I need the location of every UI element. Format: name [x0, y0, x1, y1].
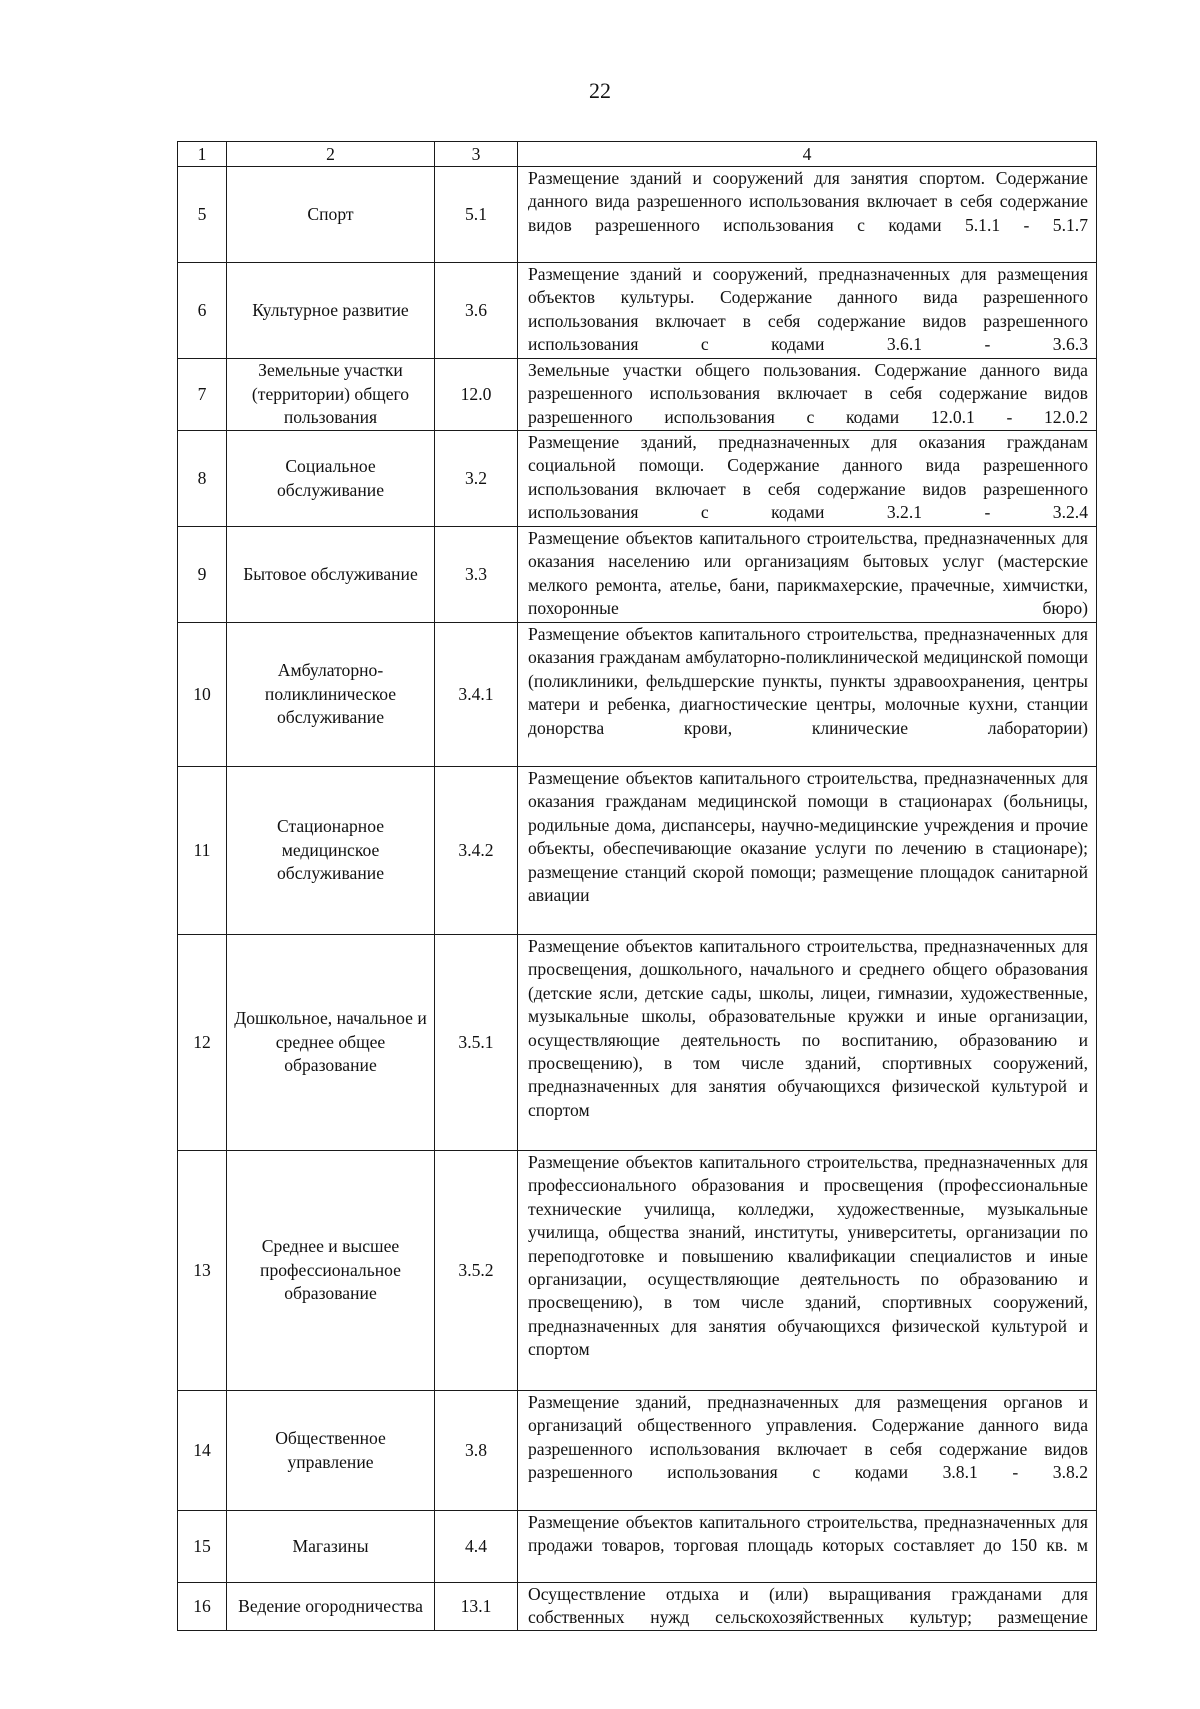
land-use-code: 3.5.1	[435, 935, 518, 1151]
land-use-code: 3.3	[435, 527, 518, 623]
land-use-description	[518, 1391, 1097, 1511]
land-use-description	[518, 935, 1097, 1151]
land-use-description	[518, 623, 1097, 767]
table-row	[178, 623, 1097, 767]
land-use-description	[518, 431, 1097, 527]
description-text: Осуществление отдыха и (или) выращивания гражданами для собственных нужд сельскохозяйственных культур; размещение	[528, 1584, 1088, 1628]
land-use-code: 5.1	[435, 167, 518, 263]
land-use-name: Социальное обслуживание	[227, 431, 435, 527]
table-row	[178, 1151, 1097, 1391]
land-use-name: Среднее и высшее профессиональное образование	[227, 1151, 435, 1391]
table-row	[178, 431, 1097, 527]
row-number: 13	[178, 1151, 227, 1391]
row-number: 16	[178, 1583, 227, 1631]
land-use-description	[518, 527, 1097, 623]
description-text: Размещение зданий, предназначенных для оказания гражданам социальной помощи. Содержание данного вида разрешенного использования включает в себя содержание видов разрешенного использования с кодами 3.2.1 - 3.2.4	[528, 432, 1088, 523]
table-row	[178, 1583, 1097, 1631]
row-number: 8	[178, 431, 227, 527]
description-text: Размещение объектов капитального строительства, предназначенных для продажи товаров, торговая площадь которых составляет до 150 кв. м	[528, 1512, 1088, 1556]
table-row	[178, 359, 1097, 431]
header-col-3: 3	[435, 142, 518, 167]
land-use-name: Бытовое обслуживание	[227, 527, 435, 623]
land-use-description	[518, 1583, 1097, 1631]
header-col-2: 2	[227, 142, 435, 167]
description-text: Земельные участки общего пользования. Содержание данного вида разрешенного использования включает в себя содержание видов разрешенного использования с кодами 12.0.1 - 12.0.2	[528, 360, 1088, 427]
description-text: Размещение объектов капитального строительства, предназначенных для оказания населению или организациям бытовых услуг (мастерские мелкого ремонта, ателье, бани, парикмахерские, прачечные, химчистки, похоронные бюро)	[528, 528, 1088, 619]
land-use-table	[177, 141, 1097, 1631]
land-use-code: 3.5.2	[435, 1151, 518, 1391]
land-use-description	[518, 167, 1097, 263]
land-use-name: Стационарное медицинское обслуживание	[227, 767, 435, 935]
table-row	[178, 527, 1097, 623]
row-number: 6	[178, 263, 227, 359]
land-use-name: Спорт	[227, 167, 435, 263]
description-text: Размещение объектов капитального строительства, предназначенных для просвещения, дошкольного, начального и среднего общего образования (детские ясли, детские сады, школы, лицеи, гимназии, художественные, музыкальные школы, образовательные кружки и иные организации, осуществляющие деятельность по воспитанию, образованию и просвещению), в том числе зданий, спортивных сооружений, предназначенных для занятия обучающихся физической культурой и спортом	[528, 936, 1088, 1120]
land-use-code: 3.4.1	[435, 623, 518, 767]
row-number: 9	[178, 527, 227, 623]
table-row	[178, 167, 1097, 263]
row-number: 12	[178, 935, 227, 1151]
land-use-description	[518, 1151, 1097, 1391]
row-number: 11	[178, 767, 227, 935]
land-use-code: 3.4.2	[435, 767, 518, 935]
description-text: Размещение объектов капитального строительства, предназначенных для оказания гражданам медицинской помощи в стационарах (больницы, родильные дома, диспансеры, научно-медицинские учреждения и прочие объекты, обеспечивающие оказание услуги по лечению в стационаре); размещение станций скорой помощи; размещение площадок санитарной авиации	[528, 768, 1088, 906]
table-row	[178, 767, 1097, 935]
land-use-name: Земельные участки (территории) общего пользования	[227, 359, 435, 431]
description-text: Размещение объектов капитального строительства, предназначенных для оказания гражданам амбулаторно-поликлинической медицинской помощи (поликлиники, фельдшерские пункты, пункты здравоохранения, центры матери и ребенка, диагностические центры, молочные кухни, станции донорства крови, клинические лаборатории)	[528, 624, 1088, 738]
table-row	[178, 1511, 1097, 1583]
land-use-name: Дошкольное, начальное и среднее общее образование	[227, 935, 435, 1151]
header-col-1: 1	[178, 142, 227, 167]
land-use-code: 4.4	[435, 1511, 518, 1583]
land-use-description	[518, 359, 1097, 431]
land-use-description	[518, 263, 1097, 359]
land-use-description	[518, 767, 1097, 935]
row-number: 14	[178, 1391, 227, 1511]
land-use-code: 12.0	[435, 359, 518, 431]
row-number: 7	[178, 359, 227, 431]
row-number: 10	[178, 623, 227, 767]
land-use-name: Амбулаторно-поликлиническое обслуживание	[227, 623, 435, 767]
land-use-description	[518, 1511, 1097, 1583]
description-text: Размещение зданий и сооружений, предназначенных для размещения объектов культуры. Содержание данного вида разрешенного использования включает в себя содержание видов разрешенного использования с кодами 3.6.1 - 3.6.3	[528, 264, 1088, 355]
land-use-name: Культурное развитие	[227, 263, 435, 359]
table-row	[178, 935, 1097, 1151]
row-number: 15	[178, 1511, 227, 1583]
land-use-name: Ведение огородничества	[227, 1583, 435, 1631]
header-col-4: 4	[518, 142, 1097, 167]
table-row	[178, 1391, 1097, 1511]
description-text: Размещение зданий, предназначенных для размещения органов и организаций общественного управления. Содержание данного вида разрешенного использования включает в себя содержание видов разрешенного использования с кодами 3.8.1 - 3.8.2	[528, 1392, 1088, 1483]
land-use-code: 3.6	[435, 263, 518, 359]
land-use-code: 3.8	[435, 1391, 518, 1511]
description-text: Размещение объектов капитального строительства, предназначенных для профессионального образования и просвещения (профессиональные технические училища, колледжи, художественные, музыкальные училища, общества знаний, институты, университеты, организации по переподготовке и повышению квалификации специалистов и иные организации, осуществляющие деятельность по образованию и просвещению), в том числе зданий, спортивных сооружений, предназначенных для занятия обучающихся физической культурой и спортом	[528, 1152, 1088, 1360]
table-header-row	[178, 142, 1097, 167]
land-use-code: 13.1	[435, 1583, 518, 1631]
table-row	[178, 263, 1097, 359]
page-number: 22	[589, 78, 611, 103]
land-use-name: Магазины	[227, 1511, 435, 1583]
description-text: Размещение зданий и сооружений для занятия спортом. Содержание данного вида разрешенного использования включает в себя содержание видов разрешенного использования с кодами 5.1.1 - 5.1.7	[528, 168, 1088, 235]
land-use-code: 3.2	[435, 431, 518, 527]
row-number: 5	[178, 167, 227, 263]
land-use-name: Общественное управление	[227, 1391, 435, 1511]
